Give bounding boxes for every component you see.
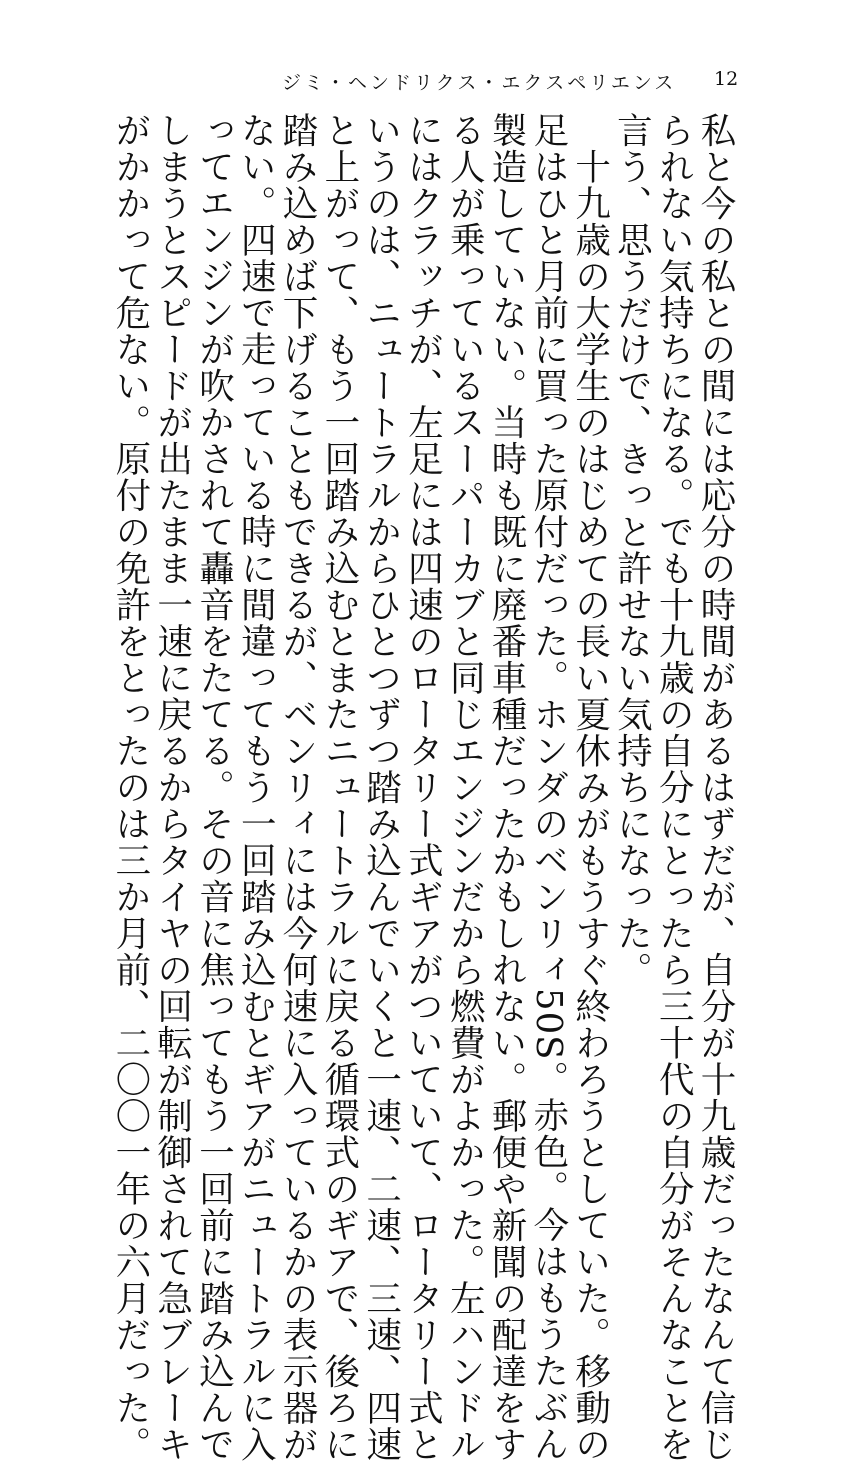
- text-line: ってエンジンが吹かされて轟音をたてる。その音に焦ってもう一回前に踏み込んで: [193, 112, 235, 1463]
- text-line: ない。四速で走っている時に間違ってもう一回踏み込むとギアがニュートラルに入: [235, 112, 277, 1463]
- text-line: る人が乗っているスーパーカブと同じエンジンだから燃費がよかった。左ハンドル: [444, 112, 486, 1463]
- text-line: 私と今の私との間には応分の時間があるはずだが、自分が十九歳だったなんて信じ: [695, 112, 736, 1463]
- text-line: と上がって、もう一回踏み込むとまたニュートラルに戻る循環式のギアで、後ろに: [318, 112, 360, 1463]
- text-line: しまうとスピードが出たまま一速に戻るからタイヤの回転が制御されて急ブレーキ: [151, 112, 193, 1463]
- text-line: 踏み込めば下げることもできるが、ベンリィには今何速に入っているかの表示器が: [277, 112, 319, 1463]
- text-line: られない気持ちになる。でも十九歳の自分にとったら三十代の自分がそんなことを: [653, 112, 695, 1463]
- body-text: [96, 112, 736, 1463]
- page-number: 12: [714, 68, 739, 90]
- text-line: 製造していない。当時も既に廃番車種だったかもしれない。郵便や新聞の配達をす: [486, 112, 528, 1463]
- text-line: 足はひと月前に買った原付だった。ホンダのベンリィ50S。赤色。今はもうたぶん: [527, 112, 569, 1462]
- text-line: 言う、思うだけで、きっと許せない気持ちになった。: [611, 112, 653, 988]
- text-line: 十九歳の大学生のはじめての長い夏休みがもうすぐ終わろうとしていた。移動の: [569, 112, 611, 1463]
- running-header: ジミ・ヘンドリクス・エクスペリエンス: [282, 72, 677, 94]
- text-line: がかかって危ない。原付の免許をとったのは三か月前、二〇〇一年の六月だった。: [109, 112, 151, 1463]
- text-line: いうのは、ニュートラルからひとつずつ踏み込んでいくと一速、二速、三速、四速: [360, 112, 402, 1463]
- text-line: にはクラッチが、左足には四速のロータリー式ギアがついていて、ロータリー式と: [402, 112, 444, 1463]
